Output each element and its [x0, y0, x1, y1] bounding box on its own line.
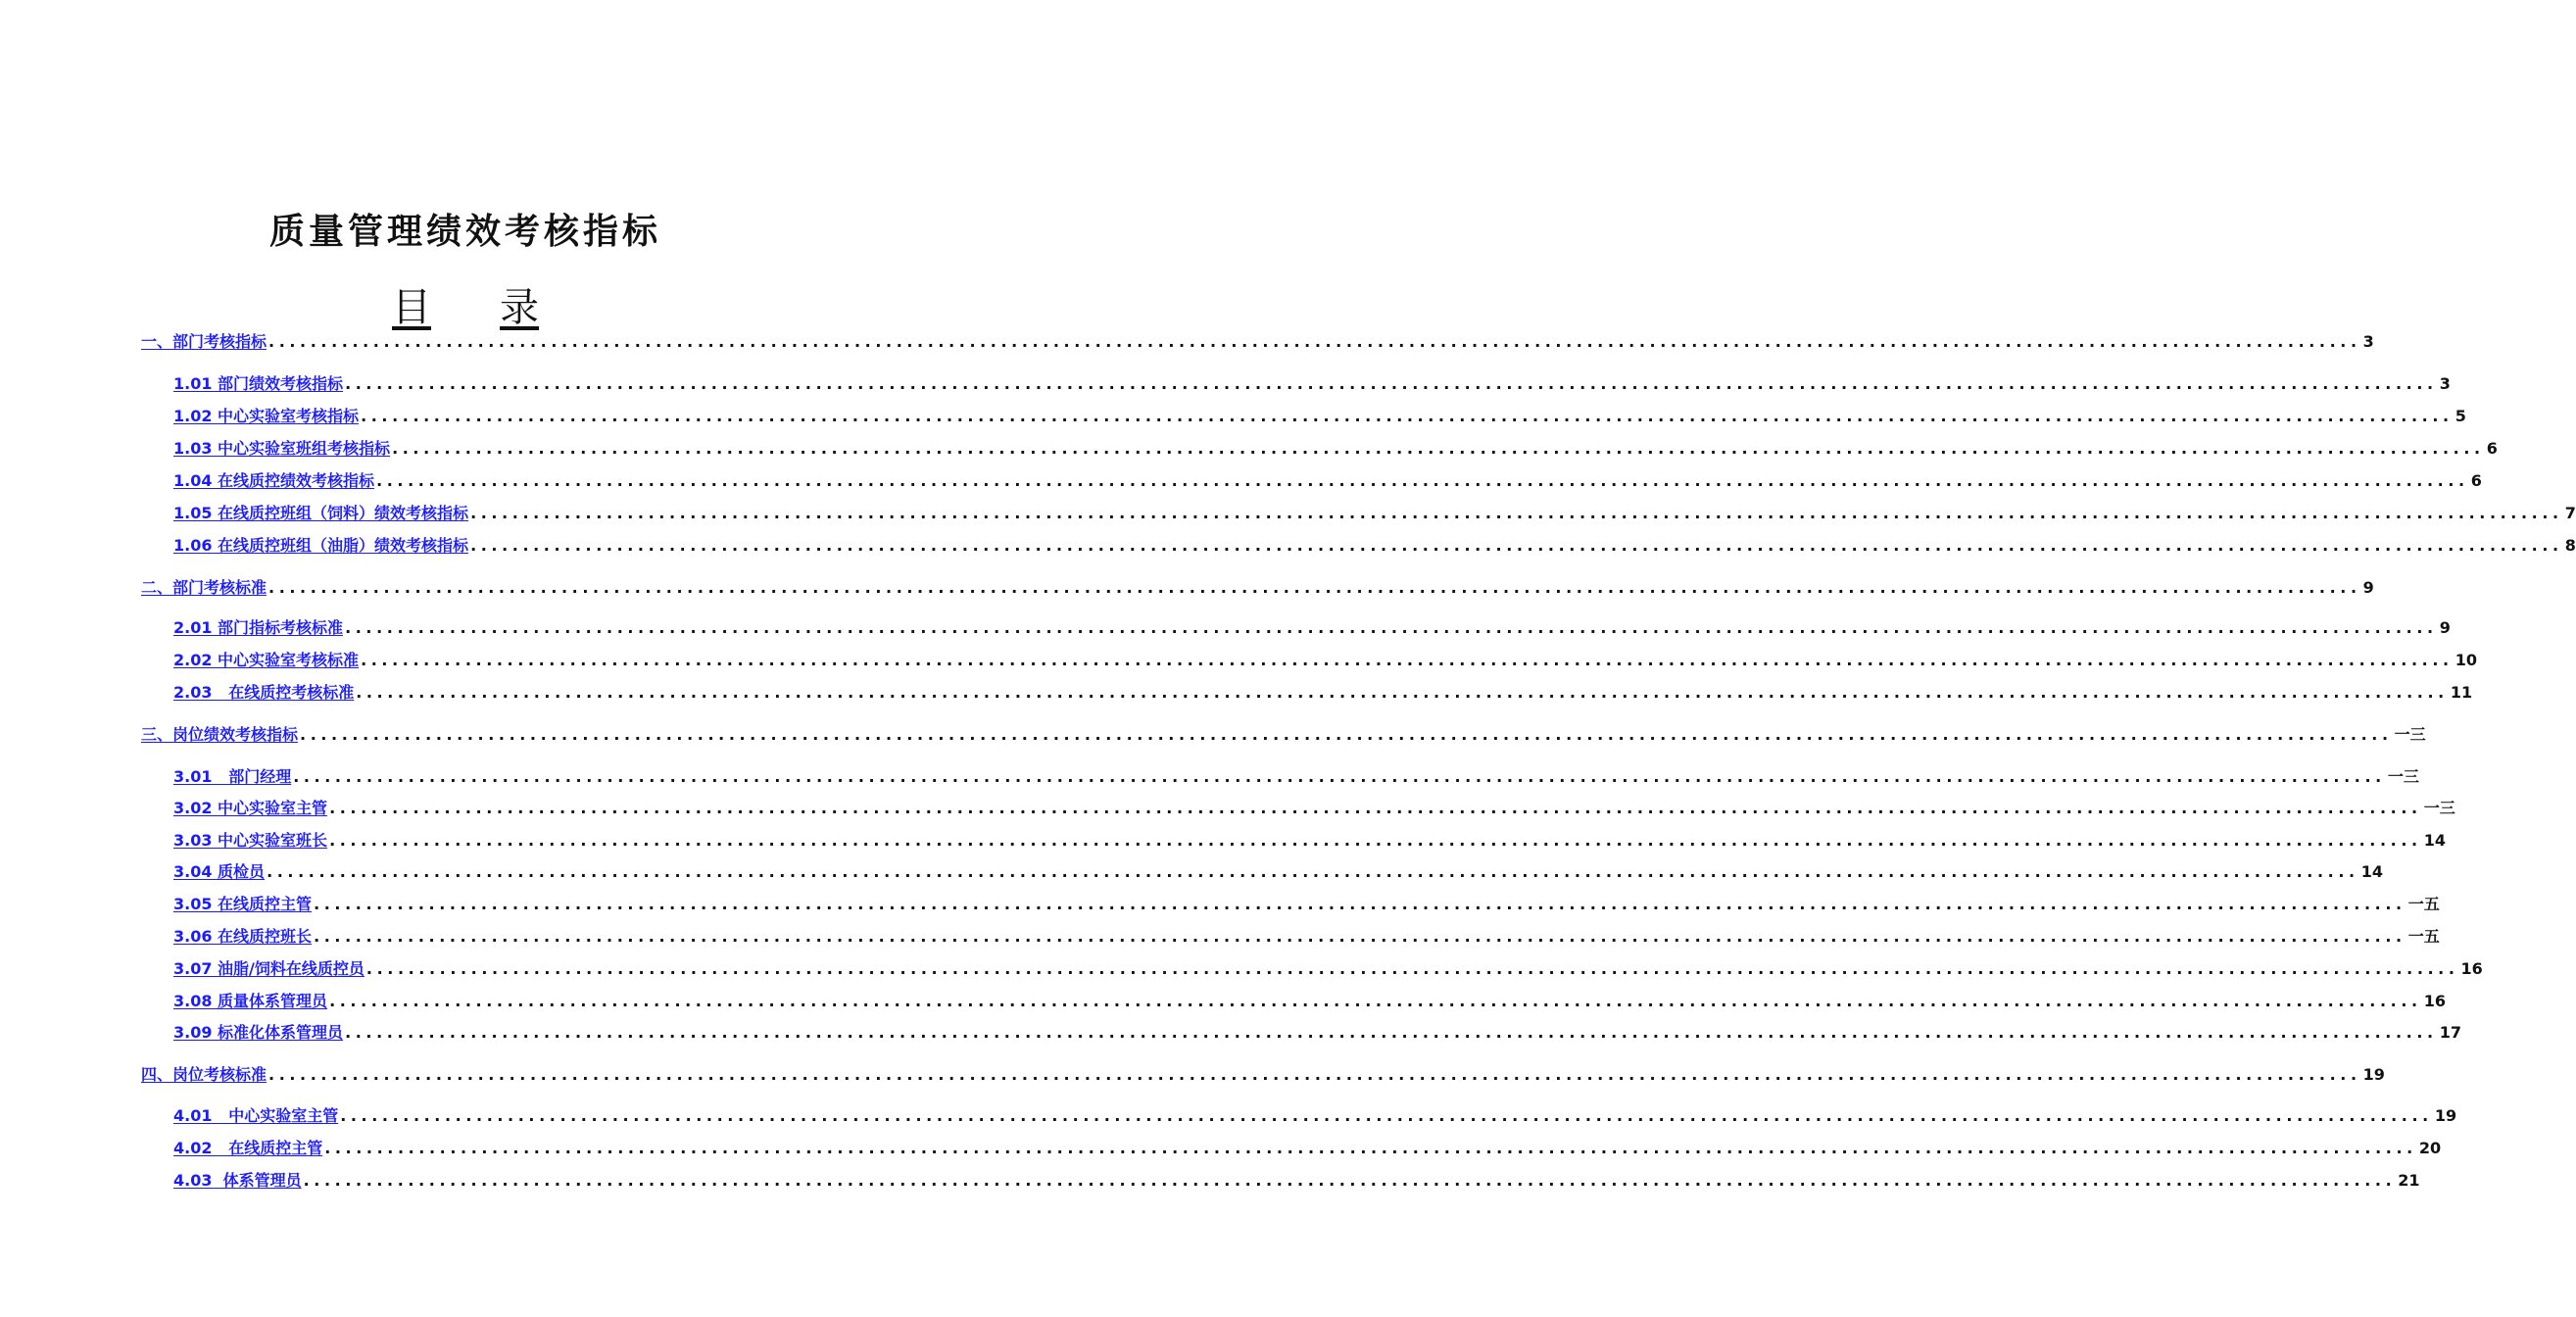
toc-leader-dots: ........................................................................................................................................................................................................	[303, 1171, 2397, 1190]
toc-entry[interactable]	[173, 649, 2477, 672]
toc-leader-dots: ........................................................................................................................................................................................................	[329, 799, 2422, 817]
toc-page-number: 8	[2564, 536, 2576, 555]
toc-entry-link[interactable]: 3.08 质量体系管理员	[173, 992, 328, 1010]
toc-heading	[0, 276, 931, 332]
toc-entry-link[interactable]: 四、岗位考核标准	[141, 1065, 267, 1084]
toc-entry[interactable]	[173, 829, 2446, 853]
toc-entry-link[interactable]: 3.06 在线质控班长	[173, 927, 313, 946]
toc-leader-dots: ........................................................................................................................................................................................................	[470, 536, 2563, 555]
toc-heading-left: 目	[392, 285, 431, 330]
toc-page-number: 7	[2564, 504, 2576, 522]
toc-entry[interactable]	[173, 990, 2446, 1013]
toc-entry[interactable]	[173, 681, 2473, 705]
toc-page-number: 10	[2454, 651, 2477, 669]
toc-page-number: 3	[2439, 374, 2451, 393]
toc-page-number: 19	[2434, 1106, 2457, 1125]
toc-leader-dots: ........................................................................................................................................................................................................	[314, 895, 2406, 913]
toc-entry[interactable]	[173, 1021, 2461, 1045]
toc-entry[interactable]	[173, 534, 2576, 558]
toc-heading-right: 录	[500, 285, 539, 330]
toc-leader-dots: ........................................................................................................................................................................................................	[340, 1106, 2433, 1125]
toc-page-number: 6	[2470, 471, 2482, 490]
toc-entry[interactable]	[173, 469, 2482, 493]
toc-entry-link[interactable]: 1.05 在线质控班组（饲料）绩效考核指标	[173, 504, 469, 522]
toc-leader-dots: ........................................................................................................................................................................................................	[268, 332, 2361, 351]
toc-leader-dots: ........................................................................................................................................................................................................	[361, 651, 2454, 669]
toc-leader-dots: ........................................................................................................................................................................................................	[268, 578, 2361, 597]
toc-entry-link[interactable]: 一、部门考核指标	[141, 332, 267, 351]
toc-leader-dots: ........................................................................................................................................................................................................	[365, 959, 2459, 978]
toc-entry-link[interactable]: 3.01 部门经理	[173, 767, 292, 786]
toc-entry-link[interactable]: 2.01 部门指标考核标准	[173, 618, 344, 637]
toc-entry-link[interactable]: 3.03 中心实验室班长	[173, 831, 328, 850]
toc-page-number: 16	[2460, 959, 2483, 978]
toc-entry[interactable]	[173, 893, 2440, 916]
toc-entry-link[interactable]: 3.07 油脂/饲料在线质控员	[173, 959, 365, 978]
toc-leader-dots: ........................................................................................................................................................................................................	[267, 862, 2359, 881]
toc-entry[interactable]	[173, 502, 2576, 525]
toc-entry-link[interactable]: 1.03 中心实验室班组考核指标	[173, 439, 391, 458]
toc-page-number: 一五	[2407, 895, 2440, 913]
toc-leader-dots: ........................................................................................................................................................................................................	[324, 1139, 2417, 1157]
toc-page-number: 9	[2362, 578, 2374, 597]
toc-entry-link[interactable]: 3.05 在线质控主管	[173, 895, 313, 913]
toc-page-number: 20	[2418, 1139, 2442, 1157]
toc-entry-link[interactable]: 1.01 部门绩效考核指标	[173, 374, 344, 393]
toc-leader-dots: ........................................................................................................................................................................................................	[345, 1023, 2438, 1042]
toc-page-number: 21	[2398, 1171, 2420, 1190]
toc-page-number: 19	[2362, 1065, 2385, 1084]
toc-leader-dots: ........................................................................................................................................................................................................	[314, 927, 2406, 946]
toc-leader-dots: ........................................................................................................................................................................................................	[268, 1065, 2361, 1084]
toc-entry-link[interactable]: 3.09 标准化体系管理员	[173, 1023, 344, 1042]
toc-entry[interactable]	[173, 797, 2455, 820]
toc-entry[interactable]	[173, 372, 2451, 396]
toc-entry[interactable]	[141, 1063, 2385, 1087]
toc-page-number: 14	[2360, 862, 2383, 881]
toc-entry[interactable]	[173, 957, 2483, 981]
toc-entry-link[interactable]: 三、岗位绩效考核指标	[141, 725, 299, 744]
toc-entry[interactable]	[173, 860, 2383, 884]
toc-entry-link[interactable]: 4.02 在线质控主管	[173, 1139, 323, 1157]
toc-entry-link[interactable]: 1.02 中心实验室考核指标	[173, 407, 360, 425]
toc-page-number: 14	[2423, 831, 2446, 850]
toc-leader-dots: ........................................................................................................................................................................................................	[293, 767, 2386, 786]
toc-entry-link[interactable]: 2.03 在线质控考核标准	[173, 683, 355, 702]
toc-entry-link[interactable]: 1.06 在线质控班组（油脂）绩效考核指标	[173, 536, 469, 555]
toc-page-number: 一三	[2423, 799, 2455, 817]
toc-entry-link[interactable]: 1.04 在线质控绩效考核指标	[173, 471, 375, 490]
toc-page-number: 16	[2423, 992, 2446, 1010]
toc-page-number: 5	[2454, 407, 2466, 425]
toc-entry[interactable]	[173, 765, 2419, 789]
toc-page-number: 一三	[2394, 725, 2426, 744]
toc-entry-link[interactable]: 3.04 质检员	[173, 862, 266, 881]
document-title: 质量管理绩效考核指标	[268, 211, 661, 252]
toc-page-number: 一三	[2387, 767, 2419, 786]
toc-page-number: 17	[2439, 1023, 2461, 1042]
toc-leader-dots: ........................................................................................................................................................................................................	[300, 725, 2393, 744]
toc-page-number: 9	[2439, 618, 2451, 637]
toc-entry[interactable]	[173, 1169, 2420, 1193]
toc-leader-dots: ........................................................................................................................................................................................................	[376, 471, 2469, 490]
toc-leader-dots: ........................................................................................................................................................................................................	[345, 374, 2438, 393]
toc-entry[interactable]	[141, 723, 2426, 747]
toc-entry-link[interactable]: 4.03 体系管理员	[173, 1171, 302, 1190]
toc-entry[interactable]	[141, 330, 2374, 354]
toc-entry[interactable]	[141, 576, 2374, 600]
toc-entry[interactable]	[173, 405, 2466, 428]
toc-page-number: 6	[2486, 439, 2498, 458]
toc-leader-dots: ........................................................................................................................................................................................................	[329, 992, 2422, 1010]
toc-entry-link[interactable]: 3.02 中心实验室主管	[173, 799, 328, 817]
toc-leader-dots: ........................................................................................................................................................................................................	[345, 618, 2438, 637]
toc-entry-link[interactable]: 4.01 中心实验室主管	[173, 1106, 339, 1125]
toc-entry[interactable]	[173, 925, 2440, 949]
toc-leader-dots: ........................................................................................................................................................................................................	[356, 683, 2449, 702]
toc-entry[interactable]	[173, 1104, 2457, 1128]
toc-entry[interactable]	[173, 616, 2451, 640]
toc-leader-dots: ........................................................................................................................................................................................................	[392, 439, 2485, 458]
toc-leader-dots: ........................................................................................................................................................................................................	[361, 407, 2454, 425]
toc-page-number: 11	[2450, 683, 2473, 702]
toc-page-number: 3	[2362, 332, 2374, 351]
toc-entry-link[interactable]: 二、部门考核标准	[141, 578, 267, 597]
toc-leader-dots: ........................................................................................................................................................................................................	[329, 831, 2422, 850]
toc-leader-dots: ........................................................................................................................................................................................................	[470, 504, 2563, 522]
toc-entry[interactable]	[173, 437, 2498, 461]
toc-entry[interactable]	[173, 1137, 2442, 1160]
toc-entry-link[interactable]: 2.02 中心实验室考核标准	[173, 651, 360, 669]
toc-page-number: 一五	[2407, 927, 2440, 946]
